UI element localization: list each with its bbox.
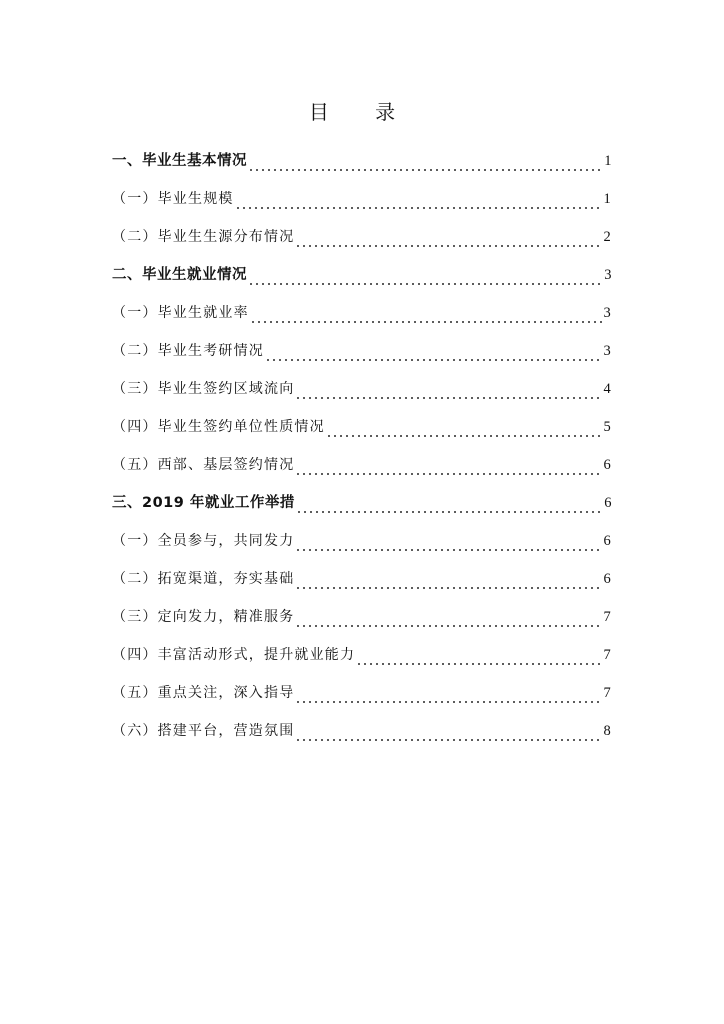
toc-section-entry[interactable] — [112, 148, 612, 186]
toc-subsection-entry[interactable] — [112, 566, 612, 604]
toc-subsection-entry[interactable] — [112, 452, 612, 490]
toc-subsection-entry[interactable] — [112, 642, 612, 680]
toc-subsection-entry[interactable] — [112, 338, 612, 376]
toc-subsection-entry[interactable] — [112, 186, 612, 224]
toc-entry-label: （四）丰富活动形式，提升就业能力 — [112, 647, 356, 663]
toc-entry-label: 三、2019 年就业工作举措 — [112, 495, 295, 511]
toc-entry-label: （二）毕业生考研情况 — [112, 343, 264, 359]
toc-entry-label: （五）重点关注，深入指导 — [112, 685, 295, 701]
toc-page-number: 3 — [604, 267, 612, 283]
toc-dot-leader — [356, 656, 602, 666]
toc-page-number: 6 — [603, 533, 612, 549]
toc-subsection-entry[interactable] — [112, 604, 612, 642]
toc-page-number: 3 — [603, 343, 612, 359]
toc-page-number: 1 — [604, 153, 612, 169]
toc-page-number: 7 — [603, 647, 612, 663]
toc-subsection-entry[interactable] — [112, 528, 612, 566]
toc-dot-leader — [296, 504, 603, 514]
toc-entry-label: （一）毕业生就业率 — [112, 305, 249, 321]
toc-dot-leader — [248, 276, 603, 286]
toc-list — [112, 148, 612, 756]
toc-dot-leader — [295, 694, 602, 704]
toc-dot-leader — [295, 618, 602, 628]
toc-page-number: 1 — [603, 191, 612, 207]
toc-page-number: 2 — [603, 229, 612, 245]
toc-dot-leader — [295, 732, 602, 742]
toc-subsection-entry[interactable] — [112, 224, 612, 262]
toc-page-number: 6 — [603, 457, 612, 473]
toc-dot-leader — [265, 352, 603, 362]
toc-entry-label: 一、毕业生基本情况 — [112, 153, 247, 169]
toc-dot-leader — [250, 314, 603, 324]
toc-page-number: 6 — [603, 571, 612, 587]
toc-page-number: 5 — [603, 419, 612, 435]
toc-title: 目 录 — [308, 100, 416, 124]
toc-dot-leader — [295, 466, 602, 476]
toc-section-entry[interactable] — [112, 262, 612, 300]
toc-entry-label: （二）毕业生生源分布情况 — [112, 229, 295, 245]
toc-subsection-entry[interactable] — [112, 718, 612, 756]
toc-page-number: 6 — [604, 495, 612, 511]
toc-page-number: 7 — [603, 685, 612, 701]
toc-dot-leader — [248, 162, 603, 172]
toc-page-number: 4 — [603, 381, 612, 397]
toc-subsection-entry[interactable] — [112, 680, 612, 718]
toc-entry-label: （六）搭建平台，营造氛围 — [112, 723, 295, 739]
toc-subsection-entry[interactable] — [112, 376, 612, 414]
toc-entry-label: （三）定向发力，精准服务 — [112, 609, 295, 625]
toc-subsection-entry[interactable] — [112, 414, 612, 452]
toc-entry-label: （一）毕业生规模 — [112, 191, 234, 207]
toc-dot-leader — [295, 238, 602, 248]
toc-page-number: 3 — [603, 305, 612, 321]
toc-section-entry[interactable] — [112, 490, 612, 528]
toc-page-number: 7 — [603, 609, 612, 625]
toc-dot-leader — [295, 542, 602, 552]
toc-dot-leader — [235, 200, 603, 210]
toc-entry-label: （三）毕业生签约区域流向 — [112, 381, 295, 397]
toc-dot-leader — [326, 428, 603, 438]
toc-entry-label: 二、毕业生就业情况 — [112, 267, 247, 283]
toc-entry-label: （一）全员参与，共同发力 — [112, 533, 295, 549]
toc-entry-label: （二）拓宽渠道，夯实基础 — [112, 571, 295, 587]
toc-dot-leader — [295, 580, 602, 590]
toc-subsection-entry[interactable] — [112, 300, 612, 338]
toc-page-number: 8 — [603, 723, 612, 739]
toc-entry-label: （五）西部、基层签约情况 — [112, 457, 295, 473]
toc-entry-label: （四）毕业生签约单位性质情况 — [112, 419, 325, 435]
toc-dot-leader — [295, 390, 602, 400]
